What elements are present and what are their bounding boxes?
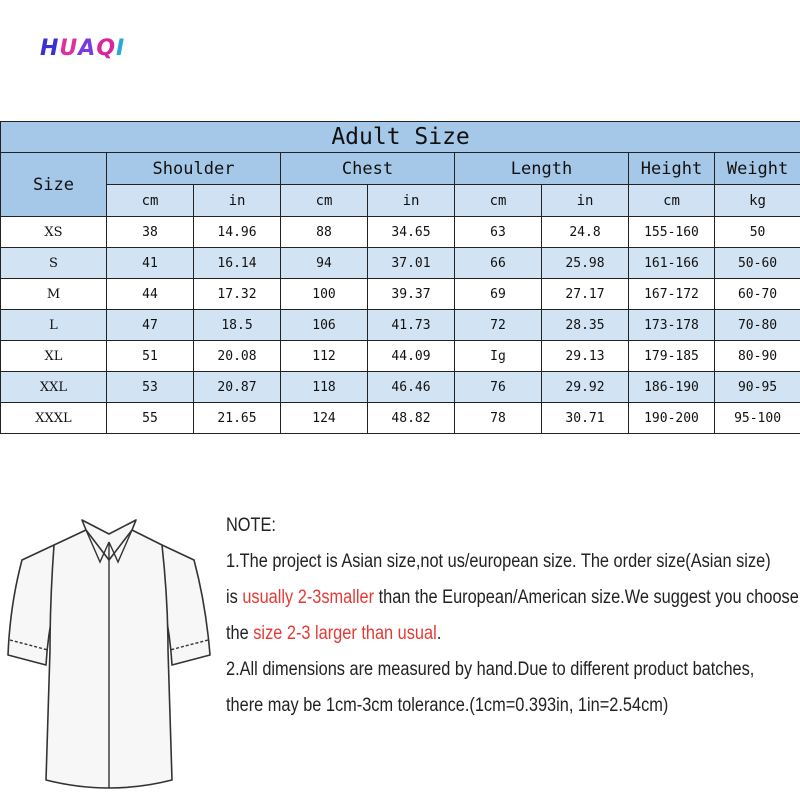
table-cell: 106 bbox=[281, 310, 368, 341]
brand-logo bbox=[40, 36, 125, 61]
table-cell: 78 bbox=[455, 403, 542, 434]
table-cell: 18.5 bbox=[194, 310, 281, 341]
table-row bbox=[1, 372, 800, 403]
table-cell: 53 bbox=[107, 372, 194, 403]
table-cell: 41.73 bbox=[368, 310, 455, 341]
table-row bbox=[1, 403, 800, 434]
table-row bbox=[1, 217, 800, 248]
table-cell: 21.65 bbox=[194, 403, 281, 434]
table-cell: 112 bbox=[281, 341, 368, 372]
note-text: is bbox=[226, 587, 243, 608]
table-cell: 20.87 bbox=[194, 372, 281, 403]
table-cell: 47 bbox=[107, 310, 194, 341]
note-text: than the European/American size.We suggest you choose bbox=[374, 587, 799, 608]
note-text: the bbox=[226, 623, 254, 644]
table-cell: 29.13 bbox=[542, 341, 629, 372]
size-header: Size bbox=[1, 153, 107, 217]
table-body bbox=[1, 217, 800, 434]
table-cell: 161-166 bbox=[629, 248, 715, 279]
table-cell: 186-190 bbox=[629, 372, 715, 403]
size-note bbox=[226, 508, 799, 724]
table-cell: 155-160 bbox=[629, 217, 715, 248]
table-cell: 124 bbox=[281, 403, 368, 434]
table-cell: 66 bbox=[455, 248, 542, 279]
table-cell: 118 bbox=[281, 372, 368, 403]
table-cell: 38 bbox=[107, 217, 194, 248]
table-cell: 95-100 bbox=[715, 403, 800, 434]
table-cell: 60-70 bbox=[715, 279, 800, 310]
table-cell: 41 bbox=[107, 248, 194, 279]
table-cell: 76 bbox=[455, 372, 542, 403]
chest-header: Chest bbox=[281, 153, 455, 185]
note-highlight: size 2-3 larger than usual bbox=[253, 623, 437, 644]
table-cell: 29.92 bbox=[542, 372, 629, 403]
size-label-cell: XXL bbox=[1, 372, 107, 403]
unit-header: kg bbox=[715, 185, 800, 217]
table-cell: 48.82 bbox=[368, 403, 455, 434]
table-cell: 51 bbox=[107, 341, 194, 372]
brand-letter: U bbox=[59, 36, 79, 61]
table-cell: 72 bbox=[455, 310, 542, 341]
shoulder-header: Shoulder bbox=[107, 153, 281, 185]
unit-header: cm bbox=[629, 185, 715, 217]
size-label-cell: M bbox=[1, 279, 107, 310]
table-cell: 179-185 bbox=[629, 341, 715, 372]
table-cell: 44.09 bbox=[368, 341, 455, 372]
note-line-2 bbox=[226, 580, 799, 616]
table-cell: 63 bbox=[455, 217, 542, 248]
note-line-5: there may be 1cm-3cm tolerance.(1cm=0.393in, 1in=2.54cm) bbox=[226, 695, 669, 716]
table-cell: 20.08 bbox=[194, 341, 281, 372]
table-row bbox=[1, 310, 800, 341]
table-cell: 50-60 bbox=[715, 248, 800, 279]
table-cell: 16.14 bbox=[194, 248, 281, 279]
table-cell: 90-95 bbox=[715, 372, 800, 403]
size-label-cell: XXXL bbox=[1, 403, 107, 434]
table-row bbox=[1, 248, 800, 279]
unit-header: cm bbox=[455, 185, 542, 217]
table-cell: 190-200 bbox=[629, 403, 715, 434]
table-cell: 39.37 bbox=[368, 279, 455, 310]
unit-header: in bbox=[194, 185, 281, 217]
size-label-cell: L bbox=[1, 310, 107, 341]
size-label-cell: S bbox=[1, 248, 107, 279]
note-line-4: 2.All dimensions are measured by hand.Due to different product batches, bbox=[226, 659, 755, 680]
unit-header: cm bbox=[107, 185, 194, 217]
table-row bbox=[1, 279, 800, 310]
table-cell: 17.32 bbox=[194, 279, 281, 310]
brand-letter: Q bbox=[96, 36, 117, 61]
table-cell: 55 bbox=[107, 403, 194, 434]
table-cell: 24.8 bbox=[542, 217, 629, 248]
table-cell: 80-90 bbox=[715, 341, 800, 372]
table-cell: 46.46 bbox=[368, 372, 455, 403]
size-chart-table bbox=[0, 121, 800, 434]
table-cell: 14.96 bbox=[194, 217, 281, 248]
table-cell: 100 bbox=[281, 279, 368, 310]
table-cell: 50 bbox=[715, 217, 800, 248]
table-row bbox=[1, 341, 800, 372]
table-cell: 27.17 bbox=[542, 279, 629, 310]
note-text: . bbox=[436, 623, 442, 644]
note-line-3 bbox=[226, 616, 716, 652]
unit-header: in bbox=[542, 185, 629, 217]
brand-letter: H bbox=[40, 36, 60, 61]
note-highlight: usually 2-3smaller bbox=[242, 587, 375, 608]
brand-letter: A bbox=[78, 36, 97, 61]
table-cell: 44 bbox=[107, 279, 194, 310]
table-cell: 30.71 bbox=[542, 403, 629, 434]
table-cell: 167-172 bbox=[629, 279, 715, 310]
table-cell: 37.01 bbox=[368, 248, 455, 279]
table-cell: 94 bbox=[281, 248, 368, 279]
note-heading: NOTE: bbox=[226, 515, 276, 536]
table-cell: Ig bbox=[455, 341, 542, 372]
unit-header: cm bbox=[281, 185, 368, 217]
table-title: Adult Size bbox=[1, 122, 800, 153]
size-label-cell: XL bbox=[1, 341, 107, 372]
table-cell: 25.98 bbox=[542, 248, 629, 279]
shirt-icon bbox=[2, 500, 217, 800]
brand-letter: I bbox=[116, 36, 126, 61]
table-cell: 88 bbox=[281, 217, 368, 248]
height-header: Height bbox=[629, 153, 715, 185]
size-label-cell: XS bbox=[1, 217, 107, 248]
weight-header: Weight bbox=[715, 153, 800, 185]
note-line-1: 1.The project is Asian size,not us/european size. The order size(Asian size) bbox=[226, 551, 771, 572]
table-cell: 70-80 bbox=[715, 310, 800, 341]
table-cell: 28.35 bbox=[542, 310, 629, 341]
table-cell: 173-178 bbox=[629, 310, 715, 341]
table-cell: 34.65 bbox=[368, 217, 455, 248]
table-cell: 69 bbox=[455, 279, 542, 310]
unit-header: in bbox=[368, 185, 455, 217]
length-header: Length bbox=[455, 153, 629, 185]
